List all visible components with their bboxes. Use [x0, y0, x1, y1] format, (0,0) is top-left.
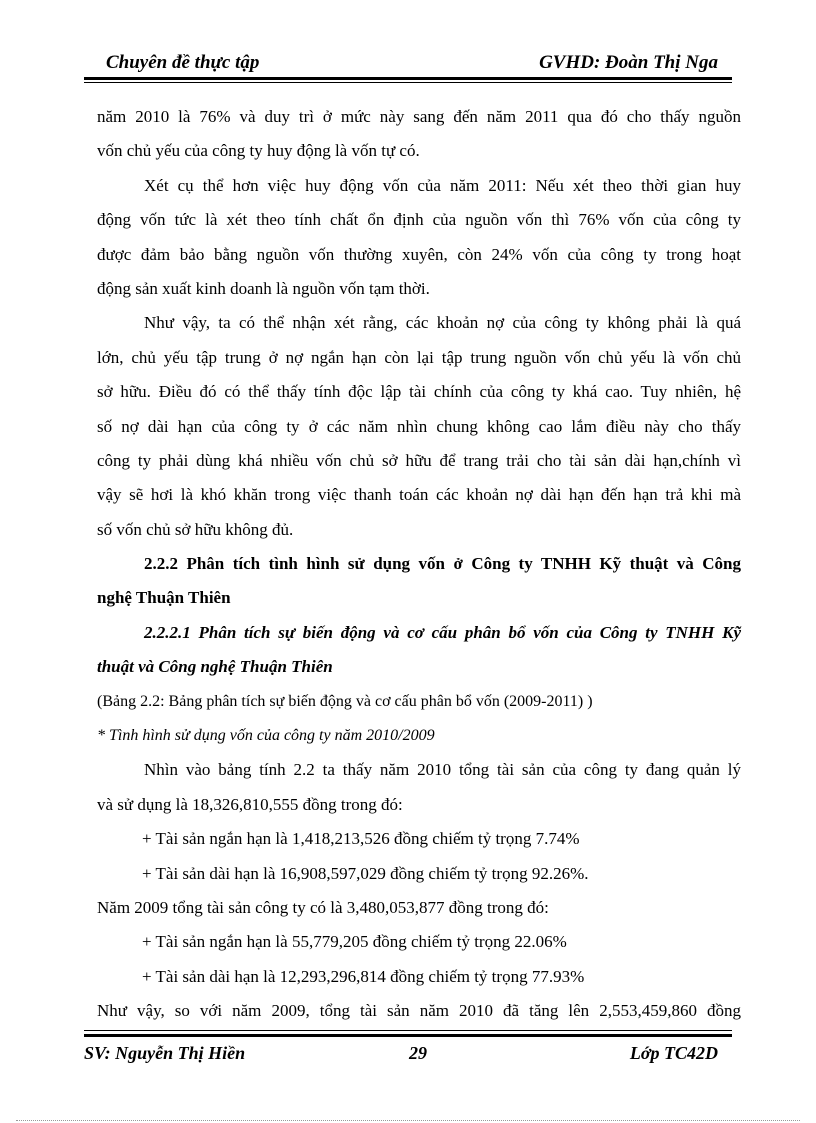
header-rule-thick [84, 77, 732, 80]
page-body [97, 100, 741, 1029]
list-item: + Tài sản dài hạn là 12,293,296,814 đồng chiếm tỷ trọng 77.93% [142, 966, 585, 986]
body-line: sở hữu. Điều đó có thể thấy tính độc lập tài chính của công ty khá cao. Tuy nhiên, hệ [97, 382, 741, 402]
footer-rule-thin [84, 1030, 732, 1031]
subsection-note: * Tình hình sử dụng vốn của công ty năm 2010/2009 [97, 727, 435, 745]
footer-student: SV: Nguyễn Thị Hiền [84, 1043, 246, 1063]
body-line: số nợ dài hạn của công ty ở các năm nhìn chung không cao lắm điều này cho thấy [97, 416, 741, 436]
page-number: 29 [409, 1043, 427, 1063]
body-line: động vốn tức là xét theo tính chất ổn định của nguồn vốn thì 76% vốn của công ty [97, 210, 741, 230]
body-line: Xét cụ thể hơn việc huy động vốn của năm 2011: Nếu xét theo thời gian huy [144, 175, 741, 195]
header-title: Chuyên đề thực tập [106, 52, 260, 73]
body-line: số vốn chủ sở hữu không đủ. [97, 519, 294, 539]
page-footer [84, 1030, 732, 1070]
table-reference: (Bảng 2.2: Bảng phân tích sự biến động và cơ cấu phân bổ vốn (2009-2011) ) [97, 692, 593, 710]
section-heading-2-2-2-1: 2.2.2.1 Phân tích sự biến động và cơ cấu phân bổ vốn của Công ty TNHH Kỹ [144, 622, 741, 642]
page-edge-divider [16, 1120, 800, 1121]
body-line: công ty phải dùng khá nhiều vốn chủ sở hữu để trang trải cho tài sản dài hạn,chính vì [97, 450, 741, 470]
body-line: vốn chủ yếu của công ty huy động là vốn tự có. [97, 141, 420, 161]
body-line: Như vậy, ta có thể nhận xét rằng, các khoản nợ của công ty không phải là quá [144, 313, 741, 333]
list-item: + Tài sản dài hạn là 16,908,597,029 đồng chiếm tỷ trọng 92.26%. [142, 863, 589, 883]
footer-rule-thick [84, 1034, 732, 1037]
body-line: Như vậy, so với năm 2009, tổng tài sản năm 2010 đã tăng lên 2,553,459,860 đồng [97, 1001, 741, 1021]
footer-class: Lớp TC42D [629, 1043, 718, 1063]
header-rule-thin [84, 82, 732, 83]
page-header [84, 50, 732, 80]
body-line: vậy sẽ hơi là khó khăn trong việc thanh toán các khoản nợ dài hạn đến hạn trả khi mà [97, 485, 741, 505]
section-heading-2-2-2-cont: nghệ Thuận Thiên [97, 588, 231, 608]
list-item: + Tài sản ngắn hạn là 1,418,213,526 đồng chiếm tỷ trọng 7.74% [142, 829, 580, 849]
body-line: năm 2010 là 76% và duy trì ở mức này sang đến năm 2011 qua đó cho thấy nguồn [97, 107, 741, 126]
body-line: Năm 2009 tổng tài sản công ty có là 3,480,053,877 đồng trong đó: [97, 897, 549, 917]
header-supervisor: GVHD: Đoàn Thị Nga [539, 52, 718, 73]
section-heading-2-2-2: 2.2.2 Phân tích tình hình sử dụng vốn ở Công ty TNHH Kỹ thuật và Công [144, 554, 741, 574]
body-line: lớn, chủ yếu tập trung ở nợ ngắn hạn còn lại tập trung nguồn vốn chủ yếu là vốn chủ [97, 347, 741, 367]
body-line: và sử dụng là 18,326,810,555 đồng trong đó: [97, 794, 403, 814]
section-heading-2-2-2-1-cont: thuật và Công nghệ Thuận Thiên [97, 657, 333, 677]
list-item: + Tài sản ngắn hạn là 55,779,205 đồng chiếm tỷ trọng 22.06% [142, 932, 567, 952]
body-line: động sản xuất kinh doanh là nguồn vốn tạm thời. [97, 278, 430, 298]
body-line: Nhìn vào bảng tính 2.2 ta thấy năm 2010 tổng tài sản của công ty đang quản lý [144, 760, 741, 780]
body-line: được đảm bảo bằng nguồn vốn thường xuyên, còn 24% vốn của công ty trong hoạt [97, 244, 741, 264]
